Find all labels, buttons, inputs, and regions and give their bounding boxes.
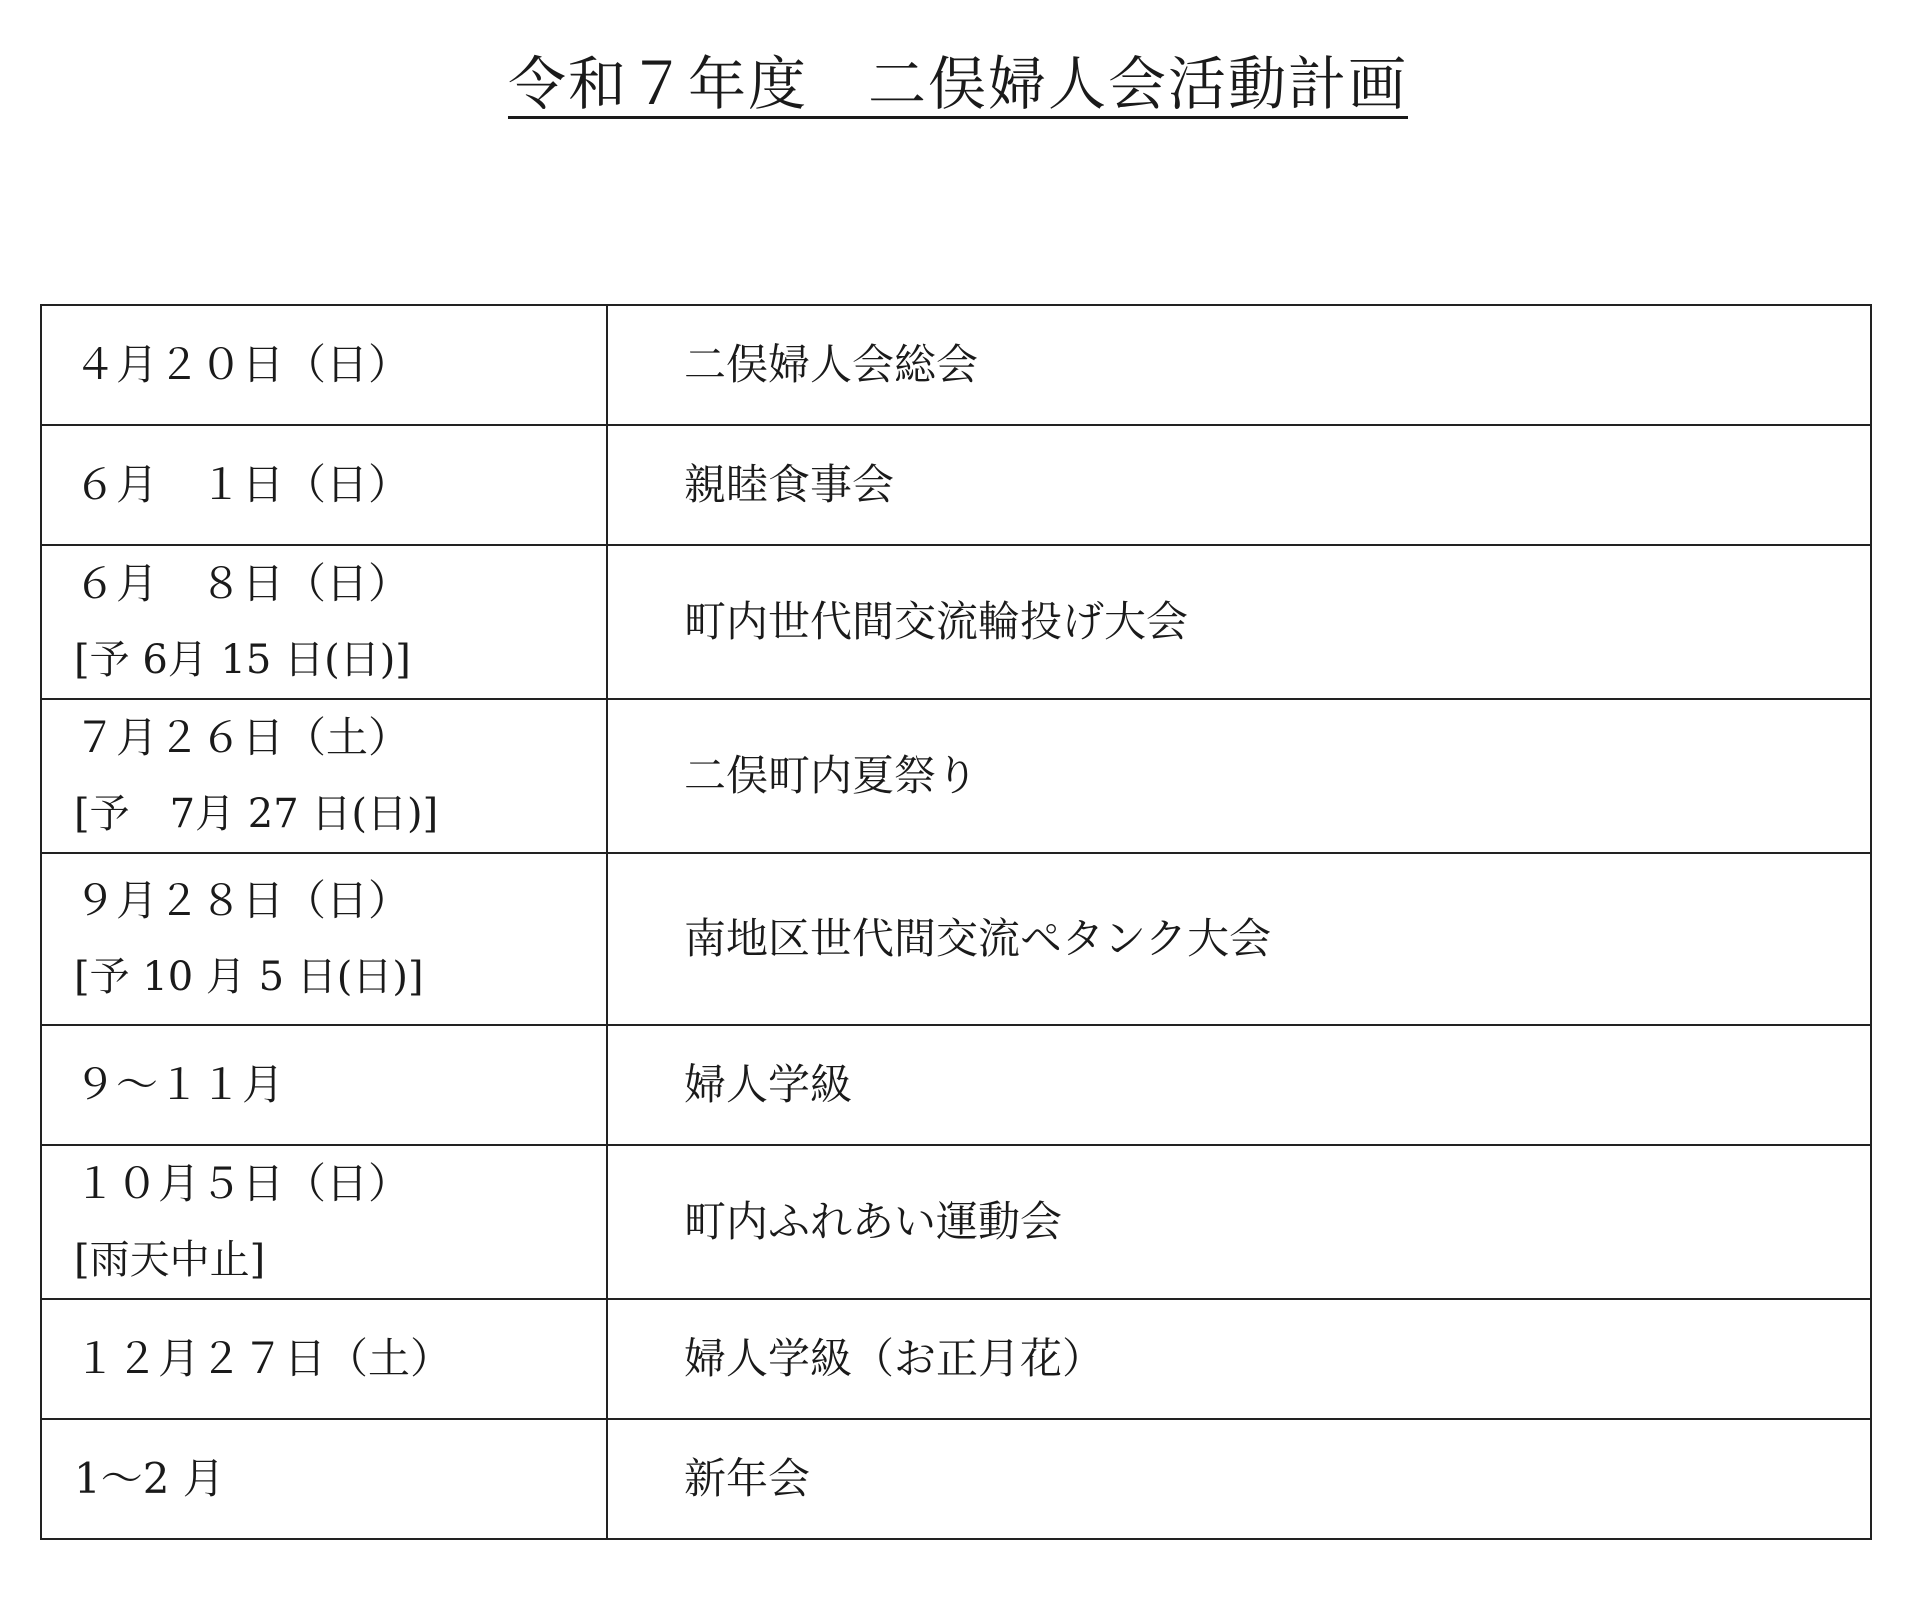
date-cell (41, 1299, 607, 1419)
date-cell (41, 1419, 607, 1539)
table-row (41, 1419, 1871, 1539)
date-cell (41, 305, 607, 425)
date-text: １０月５日（日） (74, 1159, 411, 1208)
date-note: [予 6月 15 日(日)] (74, 637, 411, 683)
date-note: [雨天中止] (74, 1237, 266, 1283)
date-text: ９～１１月 (74, 1060, 285, 1109)
event-cell (607, 1299, 1871, 1419)
event-cell (607, 853, 1871, 1025)
event-text: 婦人学級 (684, 1060, 853, 1109)
date-text: ６月 ８日（日） (74, 559, 411, 608)
event-text: 町内ふれあい運動会 (684, 1197, 1063, 1246)
date-text: １２月２７日（土） (74, 1334, 453, 1383)
document-title-text: 令和７年度 二俣婦人会活動計画 (507, 50, 1408, 118)
date-cell (41, 853, 607, 1025)
event-text: 南地区世代間交流ペタンク大会 (684, 914, 1272, 963)
event-cell (607, 1145, 1871, 1299)
event-cell (607, 545, 1871, 699)
date-cell (41, 545, 607, 699)
date-note: [予 10 月 5 日(日)] (74, 954, 424, 1000)
event-cell (607, 1419, 1871, 1539)
event-text: 親睦食事会 (684, 460, 895, 509)
date-text: ６月 １日（日） (74, 460, 411, 509)
event-text: 町内世代間交流輪投げ大会 (684, 597, 1189, 646)
date-cell (41, 1025, 607, 1145)
table-row (41, 1145, 1871, 1299)
date-note: [予 7月 27 日(日)] (74, 791, 439, 837)
event-cell (607, 1025, 1871, 1145)
event-text: 二俣婦人会総会 (684, 340, 979, 389)
event-cell (607, 425, 1871, 545)
table-row (41, 1025, 1871, 1145)
date-text: ４月２０日（日） (74, 340, 411, 389)
date-cell (41, 425, 607, 545)
date-text: 1～2 月 (74, 1454, 225, 1503)
table-row (41, 305, 1871, 425)
date-cell (41, 1145, 607, 1299)
table-row (41, 699, 1871, 853)
table-row (41, 545, 1871, 699)
document-title (0, 48, 1916, 120)
table-row (41, 1299, 1871, 1419)
event-cell (607, 699, 1871, 853)
table-row (41, 853, 1871, 1025)
date-text: ９月２８日（日） (74, 876, 411, 925)
table-row (41, 425, 1871, 545)
date-text: ７月２６日（土） (74, 713, 411, 762)
activity-schedule-table (40, 304, 1872, 1540)
event-text: 新年会 (684, 1454, 811, 1503)
event-text: 二俣町内夏祭り (684, 751, 979, 800)
event-text: 婦人学級（お正月花） (684, 1334, 1105, 1383)
date-cell (41, 699, 607, 853)
event-cell (607, 305, 1871, 425)
